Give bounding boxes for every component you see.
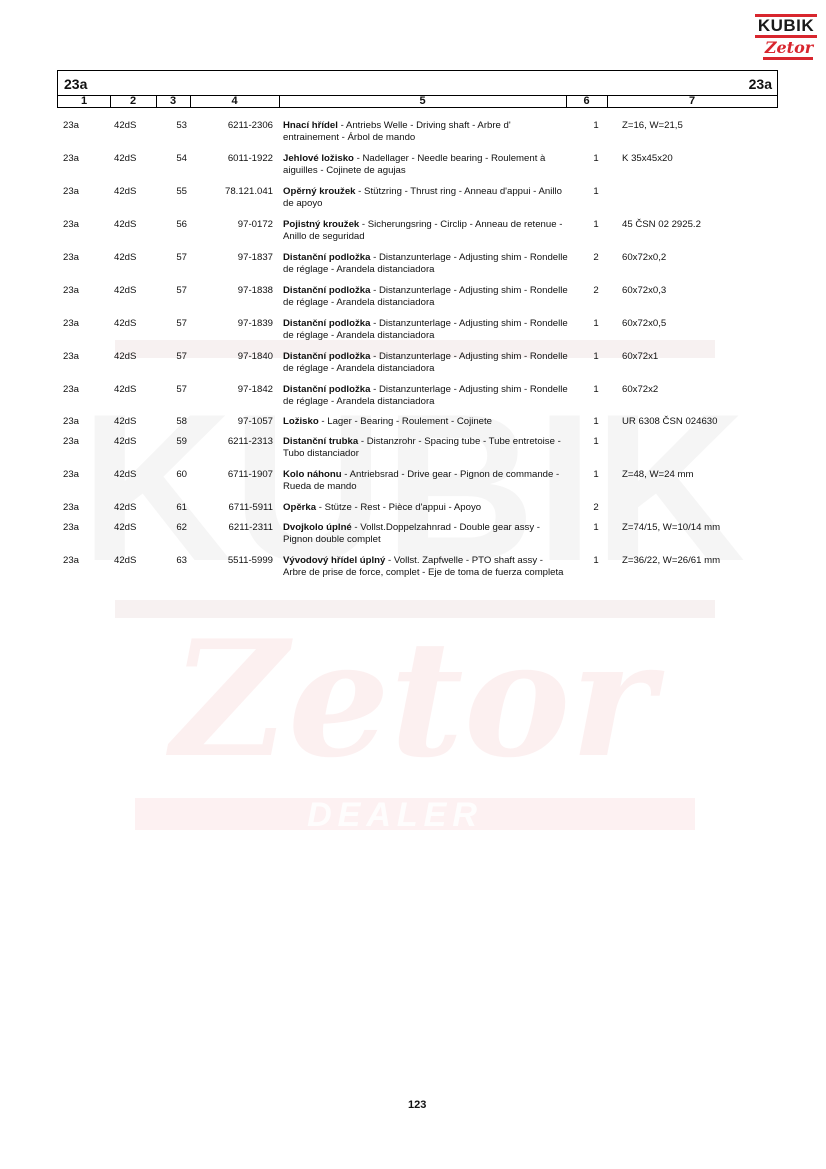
cell-part-number: 97-1839	[237, 318, 273, 329]
cell-quantity: 1	[593, 555, 599, 566]
page-number: 123	[408, 1099, 427, 1111]
col-header-1: 1	[58, 95, 111, 107]
cell-model: 42dS	[114, 502, 137, 513]
cell-description	[283, 469, 568, 493]
cell-position: 59	[176, 436, 187, 447]
cell-quantity: 1	[593, 120, 599, 131]
cell-description	[283, 502, 568, 514]
cell-description	[283, 120, 568, 144]
table-header	[57, 70, 778, 108]
part-name: Vývodový hřídel úplný	[283, 555, 386, 566]
group-label-right: 23a	[748, 76, 772, 92]
cell-group: 23a	[63, 384, 80, 395]
cell-part-number: 97-0172	[237, 219, 273, 230]
cell-position: 55	[176, 186, 187, 197]
cell-note: 60x72x1	[622, 351, 659, 362]
cell-note: 60x72x0,3	[622, 285, 667, 296]
part-translations: - Nadellager - Needle bearing - Roulement à aiguilles - Cojinete de agujas	[283, 153, 546, 176]
part-translations: - Stützring - Thrust ring - Anneau d'appui - Anillo de apoyo	[283, 186, 562, 209]
cell-quantity: 2	[593, 252, 599, 263]
cell-note: 60x72x2	[622, 384, 659, 395]
cell-model: 42dS	[114, 252, 137, 263]
cell-group: 23a	[63, 522, 80, 533]
part-translations: - Stütze - Rest - Pièce d'appui - Apoyo	[316, 502, 482, 513]
part-translations: - Antriebs Welle - Driving shaft - Arbre d' entrainement - Árbol de mando	[283, 120, 511, 143]
cell-quantity: 1	[593, 318, 599, 329]
logo-zetor-text: Zetor	[764, 38, 814, 57]
cell-model: 42dS	[114, 436, 137, 447]
cell-description	[283, 436, 568, 460]
cell-note: 45 ČSN 02 2925.2	[622, 219, 701, 230]
cell-description	[283, 153, 568, 177]
part-name: Jehlové ložisko	[283, 153, 354, 164]
part-translations: - Vollst.Doppelzahnrad - Double gear assy - Pignon double complet	[283, 522, 541, 545]
part-translations: - Distanzunterlage - Adjusting shim - Rondelle de réglage - Arandela distanciadora	[283, 351, 568, 374]
cell-note: Z=48, W=24 mm	[622, 469, 694, 480]
cell-description	[283, 416, 568, 428]
cell-model: 42dS	[114, 522, 137, 533]
cell-position: 58	[176, 416, 187, 427]
cell-group: 23a	[63, 120, 80, 131]
part-name: Distanční podložka	[283, 285, 371, 296]
cell-group: 23a	[63, 416, 80, 427]
cell-model: 42dS	[114, 285, 137, 296]
part-name: Opěrný kroužek	[283, 186, 356, 197]
cell-part-number: 97-1842	[237, 384, 273, 395]
cell-group: 23a	[63, 502, 80, 513]
cell-quantity: 1	[593, 219, 599, 230]
cell-model: 42dS	[114, 351, 137, 362]
part-name: Ložisko	[283, 416, 319, 427]
cell-part-number: 78.121.041	[224, 186, 273, 197]
cell-part-number: 97-1057	[237, 416, 273, 427]
cell-group: 23a	[63, 153, 80, 164]
cell-quantity: 1	[593, 522, 599, 533]
cell-description	[283, 555, 568, 579]
cell-note: Z=16, W=21,5	[622, 120, 683, 131]
cell-model: 42dS	[114, 120, 137, 131]
cell-quantity: 2	[593, 502, 599, 513]
cell-position: 56	[176, 219, 187, 230]
cell-part-number: 97-1838	[237, 285, 273, 296]
col-header-7: 7	[688, 95, 696, 107]
cell-group: 23a	[63, 285, 80, 296]
cell-model: 42dS	[114, 186, 137, 197]
cell-part-number: 6011-1922	[227, 153, 273, 164]
cell-position: 53	[176, 120, 187, 131]
part-name: Distanční podložka	[283, 351, 371, 362]
cell-part-number: 6211-2311	[228, 522, 273, 533]
cell-note: 60x72x0,2	[622, 252, 667, 263]
cell-group: 23a	[63, 318, 80, 329]
part-translations: - Sicherungsring - Circlip - Anneau de retenue - Anillo de seguridad	[283, 219, 563, 242]
part-translations: - Distanzrohr - Spacing tube - Tube entretoise - Tubo distanciador	[283, 436, 561, 459]
cell-quantity: 1	[593, 416, 599, 427]
logo-dealer-strip	[763, 57, 813, 60]
cell-quantity: 1	[593, 186, 599, 197]
cell-note: UR 6308 ČSN 024630	[622, 416, 718, 427]
cell-model: 42dS	[114, 318, 137, 329]
cell-part-number: 6711-5911	[228, 502, 273, 513]
cell-description	[283, 522, 568, 546]
cell-position: 57	[176, 351, 187, 362]
cell-description	[283, 318, 568, 342]
cell-note: Z=36/22, W=26/61 mm	[622, 555, 721, 566]
logo-kubik-text: KUBIK	[755, 14, 817, 38]
part-name: Opěrka	[283, 502, 317, 513]
part-translations: - Vollst. Zapfwelle - PTO shaft assy - Arbre de prise de force, complet - Eje de toma de fuerza completa	[283, 555, 564, 578]
part-name: Distanční podložka	[283, 318, 371, 329]
part-translations: - Distanzunterlage - Adjusting shim - Rondelle de réglage - Arandela distanciadora	[283, 384, 568, 407]
cell-part-number: 6211-2313	[227, 436, 273, 447]
part-translations: - Distanzunterlage - Adjusting shim - Rondelle de réglage - Arandela distanciadora	[283, 318, 568, 341]
cell-description	[283, 186, 568, 210]
group-label-left: 23a	[64, 76, 88, 92]
cell-model: 42dS	[114, 416, 137, 427]
cell-quantity: 1	[593, 351, 599, 362]
cell-description	[283, 351, 568, 375]
cell-quantity: 1	[593, 384, 599, 395]
cell-note: 60x72x0,5	[622, 318, 667, 329]
cell-position: 60	[176, 469, 187, 480]
cell-quantity: 1	[593, 153, 599, 164]
cell-model: 42dS	[114, 469, 137, 480]
part-name: Dvojkolo úplné	[283, 522, 352, 533]
part-name: Distanční trubka	[283, 436, 359, 447]
cell-position: 57	[176, 318, 187, 329]
col-header-3: 3	[156, 95, 191, 107]
col-header-2: 2	[110, 95, 157, 107]
cell-position: 63	[176, 555, 187, 566]
cell-quantity: 1	[593, 436, 599, 447]
part-translations: - Lager - Bearing - Roulement - Cojinete	[318, 416, 493, 427]
cell-description	[283, 384, 568, 408]
cell-part-number: 6211-2306	[227, 120, 273, 131]
col-header-5: 5	[279, 95, 567, 107]
part-name: Hnací hřídel	[283, 120, 338, 131]
cell-position: 62	[176, 522, 187, 533]
cell-group: 23a	[63, 351, 80, 362]
watermark-zetor-text: Zetor	[171, 605, 655, 793]
cell-description	[283, 252, 568, 276]
cell-description	[283, 219, 568, 243]
cell-group: 23a	[63, 186, 80, 197]
cell-quantity: 2	[593, 285, 599, 296]
cell-quantity: 1	[593, 469, 599, 480]
part-name: Distanční podložka	[283, 252, 371, 263]
part-name: Kolo náhonu	[283, 469, 342, 480]
cell-model: 42dS	[114, 384, 137, 395]
part-name: Distanční podložka	[283, 384, 371, 395]
cell-group: 23a	[63, 469, 80, 480]
kubik-zetor-logo	[755, 14, 817, 64]
cell-part-number: 97-1837	[237, 252, 273, 263]
cell-part-number: 97-1840	[237, 351, 273, 362]
part-translations: - Distanzunterlage - Adjusting shim - Rondelle de réglage - Arandela distanciadora	[283, 252, 568, 275]
column-header-row	[58, 95, 777, 107]
part-translations: - Antriebsrad - Drive gear - Pignon de commande - Rueda de mando	[283, 469, 560, 492]
cell-model: 42dS	[114, 153, 137, 164]
cell-note: K 35x45x20	[622, 153, 673, 164]
cell-position: 57	[176, 285, 187, 296]
group-band	[58, 71, 777, 96]
cell-group: 23a	[63, 252, 80, 263]
part-translations: - Distanzunterlage - Adjusting shim - Rondelle de réglage - Arandela distanciadora	[283, 285, 568, 308]
cell-part-number: 6711-1907	[227, 469, 273, 480]
cell-model: 42dS	[114, 219, 137, 230]
col-header-4: 4	[190, 95, 280, 107]
cell-model: 42dS	[114, 555, 137, 566]
cell-group: 23a	[63, 555, 80, 566]
cell-position: 57	[176, 252, 187, 263]
cell-position: 57	[176, 384, 187, 395]
cell-group: 23a	[63, 219, 80, 230]
col-header-6: 6	[566, 95, 608, 107]
watermark-dealer-text: DEALER	[307, 796, 483, 834]
cell-position: 54	[176, 153, 187, 164]
part-name: Pojistný kroužek	[283, 219, 360, 230]
cell-part-number: 5511-5999	[227, 555, 273, 566]
cell-group: 23a	[63, 436, 80, 447]
cell-note: Z=74/15, W=10/14 mm	[622, 522, 721, 533]
cell-description	[283, 285, 568, 309]
cell-position: 61	[176, 502, 187, 513]
